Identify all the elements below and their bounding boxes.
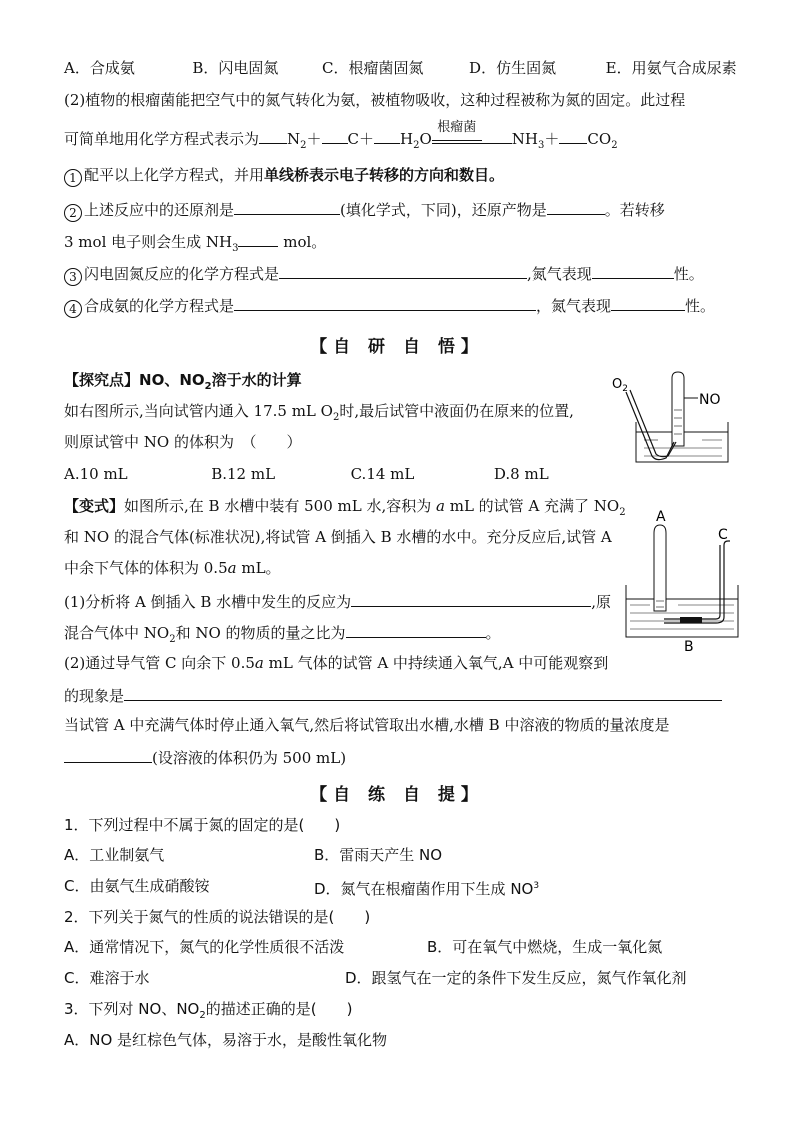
variant-line4 xyxy=(64,590,611,612)
explore-line1: 如右图所示,当向试管内通入 17.5 mL $O_2$时,最后试管中液面仍在原来的位置, xyxy=(64,402,574,423)
variant-l3-a: 中余下气体的体积为 0.5 xyxy=(64,559,228,577)
sub-question-4 xyxy=(64,294,715,318)
variant-l3-b: mL。 xyxy=(236,559,281,577)
variant-l9-b: (设溶液的体积仍为 500 mL) xyxy=(152,749,347,767)
q1-option-d-wrap xyxy=(314,876,539,899)
explore-options xyxy=(64,464,549,484)
q2-option-b: B．可在氧气中燃烧，生成一氧化氮 xyxy=(427,938,663,956)
variant-line6 xyxy=(64,653,608,673)
s4-text-a: 合成氨的化学方程式是 xyxy=(84,297,235,315)
explore-option-d: D.8 mL xyxy=(493,465,549,483)
variant-l6-b: mL 气体的试管 A 中持续通入氧气,A 中可能观察到 xyxy=(263,654,609,672)
q2-option-c: C．难溶于水 xyxy=(64,969,150,987)
variant-l1-a: 如图所示,在 B 水槽中装有 500 mL 水,容积为 xyxy=(124,497,436,515)
variant-var-a-2: a xyxy=(227,559,237,577)
s3-text-a: 闪电固氮反应的化学方程式是 xyxy=(84,265,280,283)
explore-title-a: NO、NO xyxy=(139,371,205,389)
explore-title-b: 溶于水的计算 xyxy=(211,371,302,389)
sub-question-2 xyxy=(64,198,665,222)
q3-text-b: 的描述正确的是( ) xyxy=(205,1000,353,1018)
fig-a-label: A xyxy=(656,509,666,525)
q3-option-a: A．NO 是红棕色气体，易溶于水，是酸性氧化物 xyxy=(64,1031,388,1049)
option-a: A．合成氨 xyxy=(64,59,135,77)
variant-line7 xyxy=(64,684,722,706)
fig-c-label: C xyxy=(718,527,728,543)
s2-text-c: 。若转移 xyxy=(604,201,665,219)
s2-text-a: 上述反应中的还原剂是 xyxy=(84,201,235,219)
explore-line1-b: 时,最后试管中液面仍在原来的位置, xyxy=(339,402,574,420)
nh3-mol-blank[interactable] xyxy=(238,230,278,247)
practice-q1-options-row1 xyxy=(64,845,164,865)
variant-line2: 和 NO 的混合气体(标准状况),将试管 A 倒插入 B 水槽的水中。充分反应后,试管 A xyxy=(64,528,612,546)
variant-l5-b: 和 NO 的物质的量之比为 xyxy=(175,624,346,642)
explore-tag: 【探究点】 xyxy=(64,371,140,389)
q1-option-b: B．雷雨天产生 NO xyxy=(314,846,443,864)
section-heading-self-study: 【自 研 自 悟】 xyxy=(310,337,484,357)
explore-option-c: C.14 mL xyxy=(350,465,415,483)
q2-option-a: A．通常情况下，氮气的化学性质很不活泼 xyxy=(64,938,345,956)
equation-line: 可简单地用化学方程式表示为 $N_2+ C+ H_2O$ 根瘤菌 $NH_3+ CO_2$ xyxy=(64,120,618,151)
eq-c: C＋ xyxy=(347,130,375,148)
eq-h2o: H xyxy=(400,130,414,148)
ratio-blank[interactable] xyxy=(346,621,486,638)
q1-option-a: A．工业制氨气 xyxy=(64,846,165,864)
q2-option-d: D．跟氢气在一定的条件下发生反应，氮气作氧化剂 xyxy=(345,969,687,987)
sub-question-3 xyxy=(64,262,704,286)
q3-text-a: 3．下列对 NO、NO xyxy=(64,1000,200,1018)
option-e: E．用氨气合成尿素 xyxy=(605,59,737,77)
q1-option-d: D．氮气在根瘤菌作用下生成 NO xyxy=(314,880,534,898)
fig-no-label: NO xyxy=(699,392,721,408)
explore-line2: 则原试管中 NO 的体积为 （ ） xyxy=(64,433,302,451)
reduction-product-blank[interactable] xyxy=(547,198,605,215)
circled-number-2: 2 xyxy=(64,204,82,222)
catalyst-arrow xyxy=(432,120,482,144)
q1-option-c: C．由氨气生成硝酸铵 xyxy=(64,877,210,895)
fig-o2-label: $O_2$ xyxy=(612,377,628,394)
option-d: D．仿生固氮 xyxy=(469,59,557,77)
variant-tag: 【变式】 xyxy=(64,497,125,515)
variant-line5: 混合气体中 $NO_2$和 NO 的物质的量之比为 。 xyxy=(64,621,501,650)
variant-l4-a: (1)分析将 A 倒插入 B 水槽中发生的反应为 xyxy=(64,593,352,611)
variant-line1: 【变式】如图所示,在 B 水槽中装有 500 mL 水,容积为 a mL 的试管 A 充满了 $NO_2$ xyxy=(64,497,626,518)
q1-option-d-sup: 3 xyxy=(533,881,540,891)
p2-line1: (2)植物的根瘤菌能把空气中的氮气转化为氨，被植物吸收，这种过程被称为氮的固定。此过程 xyxy=(64,91,686,109)
variant-l7-a: 的现象是 xyxy=(64,687,125,705)
circled-number-3: 3 xyxy=(64,268,82,286)
reaction-blank[interactable] xyxy=(351,590,591,607)
s2-line2-b: mol。 xyxy=(278,233,327,251)
ammonia-equation-blank[interactable] xyxy=(234,294,536,311)
section-heading-practice: 【自 练 自 提】 xyxy=(310,785,484,805)
practice-q1: 1．下列过程中不属于氮的固定的是( ) xyxy=(64,816,341,834)
eq-n2: N xyxy=(287,130,301,148)
explore-option-a: A.10 mL xyxy=(64,465,128,483)
practice-q3: 3．下列对 NO、$NO_2$的描述正确的是( ) xyxy=(64,1000,353,1021)
lightning-property-blank[interactable] xyxy=(592,262,674,279)
s2-line2-a: 3 mol 电子则会生成 NH xyxy=(64,233,233,251)
water-trough-figure xyxy=(620,503,744,655)
variant-line9 xyxy=(64,746,346,768)
variant-line8: 当试管 A 中充满气体时停止通入氧气,然后将试管取出水槽,水槽 B 中溶液的物质的量浓度是 xyxy=(64,716,670,734)
circled-number-1: 1 xyxy=(64,169,82,187)
lightning-equation-blank[interactable] xyxy=(279,262,527,279)
catalyst-label: 根瘤菌 xyxy=(437,120,477,135)
explore-line1-a: 如右图所示,当向试管内通入 17.5 mL O xyxy=(64,402,333,420)
sub-question-2-line2: 3 mol 电子则会生成 $NH_3$ mol。 xyxy=(64,230,326,259)
equation-prefix: 可简单地用化学方程式表示为 xyxy=(64,130,260,148)
eq-nh3: NH xyxy=(511,130,539,148)
circled-number-4: 4 xyxy=(64,300,82,318)
variant-l5-c: 。 xyxy=(485,624,501,642)
eq-co2: CO xyxy=(587,130,612,148)
fig-b-label: B xyxy=(684,639,694,655)
variant-var-a: a xyxy=(436,497,445,515)
s4-text-c: 性。 xyxy=(685,297,716,315)
variant-l1-b: mL 的试管 A 充满了 NO xyxy=(444,497,620,515)
variant-line3 xyxy=(64,558,281,578)
variant-var-a-3: a xyxy=(254,654,264,672)
question-options-row xyxy=(64,58,737,78)
reducing-agent-blank[interactable] xyxy=(234,198,340,215)
sub-question-1 xyxy=(64,165,504,187)
ammonia-property-blank[interactable] xyxy=(611,294,685,311)
variant-l4-b: ,原 xyxy=(591,593,611,611)
s3-text-b: ,氮气表现 xyxy=(527,265,592,283)
option-c: C．根瘤菌固氮 xyxy=(322,59,424,77)
concentration-blank[interactable] xyxy=(64,746,152,763)
variant-l5-a: 混合气体中 NO xyxy=(64,624,170,642)
explore-option-b: B.12 mL xyxy=(211,465,276,483)
s4-text-b: ，氮气表现 xyxy=(536,297,612,315)
s1-text: 配平以上化学方程式，并用 xyxy=(84,166,265,184)
explore-title: 【探究点】NO、$NO_2$溶于水的计算 xyxy=(64,371,302,392)
test-tube-o2-figure xyxy=(606,370,746,470)
phenomenon-blank[interactable] xyxy=(124,684,722,701)
option-b: B．闪电固氮 xyxy=(192,59,279,77)
practice-q2: 2．下列关于氮气的性质的说法错误的是( ) xyxy=(64,908,371,926)
s3-text-c: 性。 xyxy=(673,265,704,283)
variant-l6-a: (2)通过导气管 C 向余下 0.5 xyxy=(64,654,255,672)
s1-bold-text: 单线桥表示电子转移的方向和数目。 xyxy=(264,166,505,184)
s2-text-b: (填化学式，下同)，还原产物是 xyxy=(340,201,547,219)
